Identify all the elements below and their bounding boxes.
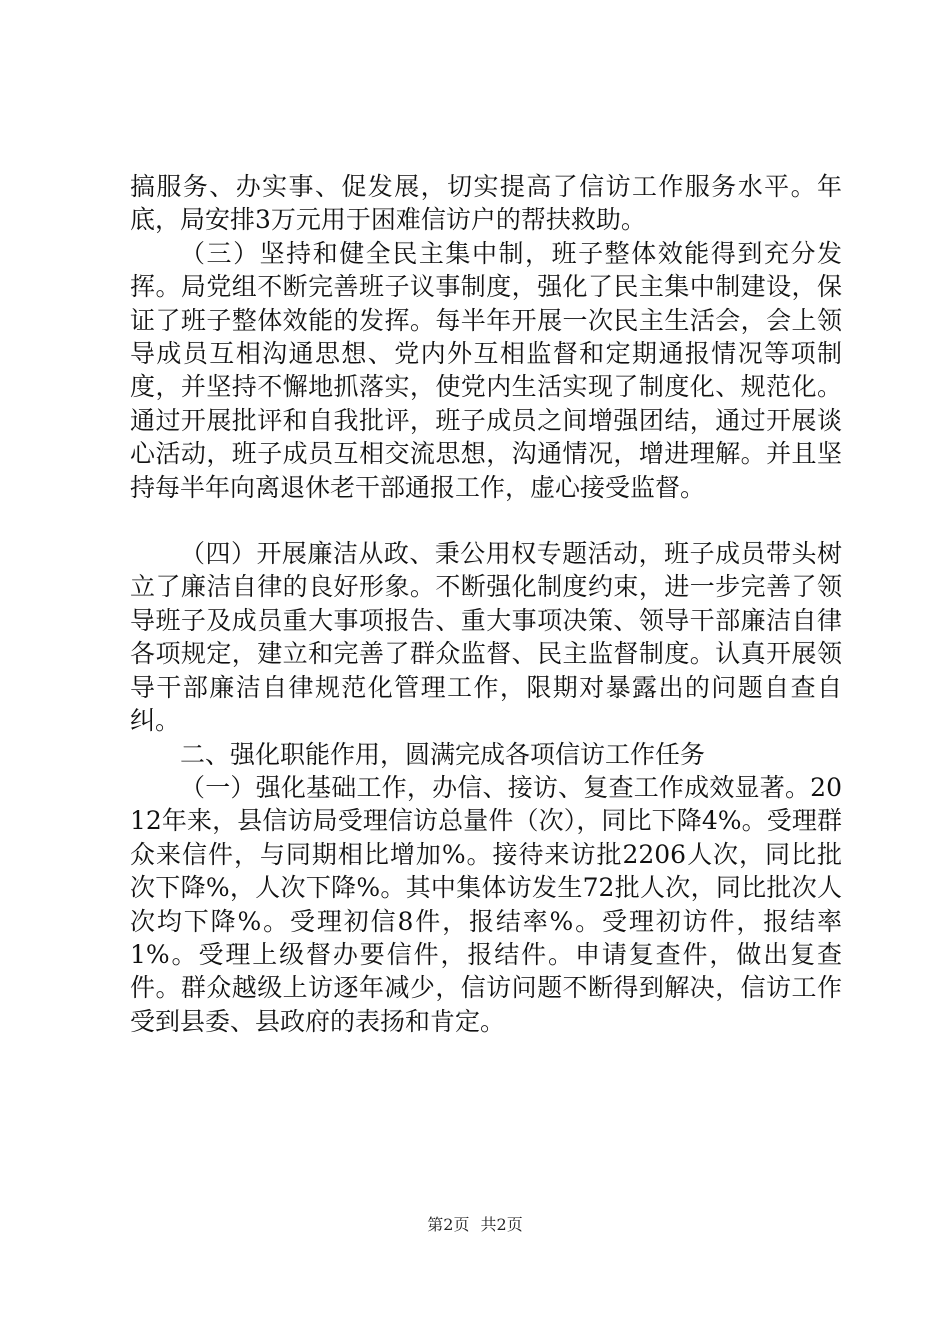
paragraph-section-three: （三）坚持和健全民主集中制，班子整体效能得到充分发挥。局党组不断完善班子议事制度，强化了民主集中制建设，保证了班子整体效能的发挥。每半年开展一次民主生活会，会上领导成员互相沟通思想、党内外互相监督和定期通报情况等项制度，并坚持不懈地抓落实，使党内生活实现了制度化、规范化。通过开展批评和自我批评，班子成员之间增强团结，通过开展谈心活动，班子成员互相交流思想，沟通情况，增进理解。并且坚持每半年向离退休老干部通报工作，虚心接受监督。 — [130, 238, 842, 502]
page-number-current: 第2页 — [427, 1215, 470, 1234]
page-number-total: 共2页 — [480, 1215, 523, 1234]
paragraph-subsection-one: （一）强化基础工作，办信、接访、复查工作成效显著。2012年来，县信访局受理信访总量件（次），同比下降4%。受理群众来信件，与同期相比增加%。接待来访批2206人次，同比批次下降%，人次下降%。其中集体访发生72批人次，同比批次人次均下降%。受理初信8件，报结率%。受理初访件，报结率1%。受理上级督办要信件，报结件。申请复查件，做出复查件。群众越级上访逐年减少，信访问题不断得到解决，信访工作受到县委、县政府的表扬和肯定。 — [130, 772, 842, 1036]
page-footer — [0, 1215, 950, 1235]
section-heading-two: 二、强化职能作用，圆满完成各项信访工作任务 — [180, 739, 706, 769]
document-body — [130, 170, 842, 1038]
paragraph-continuation: 搞服务、办实事、促发展，切实提高了信访工作服务水平。年底，局安排3万元用于困难信访户的帮扶救助。 — [130, 172, 842, 235]
paragraph-section-four: （四）开展廉洁从政、秉公用权专题活动，班子成员带头树立了廉洁自律的良好形象。不断强化制度约束，进一步完善了领导班子及成员重大事项报告、重大事项决策、领导干部廉洁自律各项规定，建立和完善了群众监督、民主监督制度。认真开展领导干部廉洁自律规范化管理工作，限期对暴露出的问题自查自纠。 — [130, 539, 842, 736]
